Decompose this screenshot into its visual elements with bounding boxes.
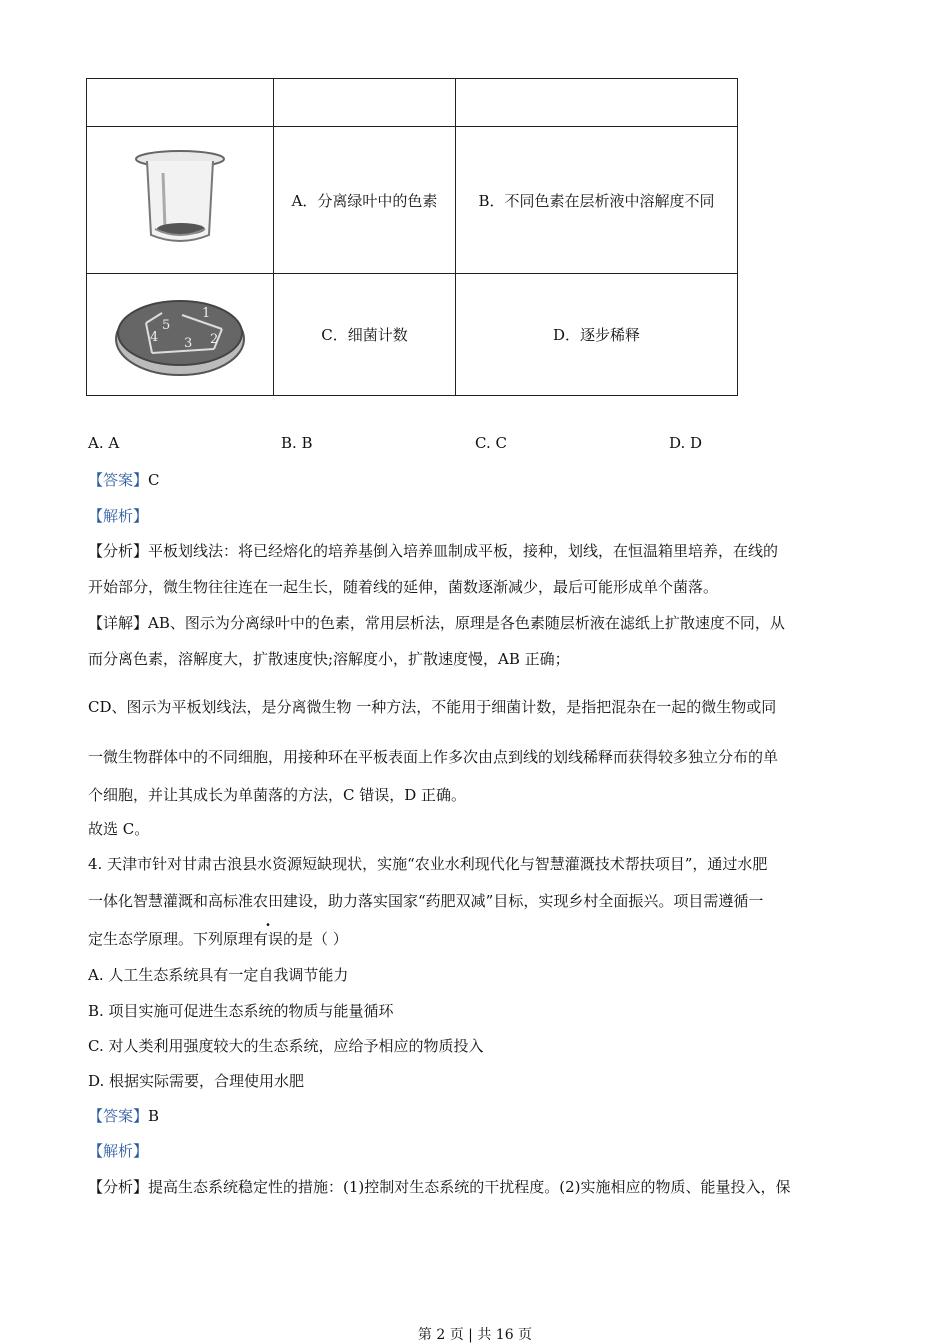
jiexi-tag: 【解析】 <box>88 507 149 525</box>
answer-value: C <box>148 471 160 489</box>
xiangjie-text-3: CD、图示为平板划线法，是分离微生物 一种方法，不能用于细菌计数，是指把混杂在一起的微生物或同 <box>88 698 777 716</box>
dish-number: 2 <box>210 331 219 347</box>
dish-number: 4 <box>150 329 159 345</box>
q4-stem-2: 一体化智慧灌溉和高标准农田建设，助力落实国家“药肥双减”目标，实现乡村全面振兴。项目需遵循一 <box>88 892 764 910</box>
fenxi-line <box>88 540 778 561</box>
dish-number: 3 <box>184 335 193 351</box>
xiangjie-text-2: 而分离色素，溶解度大，扩散速度快;溶解度小，扩散速度慢，AB 正确； <box>88 650 570 668</box>
fenxi-text: 平板划线法：将已经熔化的培养基倒入培养皿制成平板，接种，划线，在恒温箱里培养，在线的 <box>148 542 779 560</box>
answer-tag: 【答案】 <box>88 471 149 489</box>
fenxi-text-2: 开始部分，微生物往往连在一起生长，随着线的延伸，菌数逐渐减少，最后可能形成单个菌落。 <box>88 578 719 596</box>
beaker-illustration <box>125 143 235 253</box>
q4-stem-3c: 的是（ ） <box>283 930 348 948</box>
q4-option-a: A. 人工生态系统具有一定自我调节能力 <box>88 966 349 984</box>
option-d: D. D <box>669 434 703 452</box>
table-cell-option-b: B．不同色素在层析液中溶解度不同 <box>456 127 738 274</box>
fenxi-tag: 【分析】 <box>88 1178 149 1196</box>
xiangjie-text-4: 一微生物群体中的不同细胞，用接种环在平板表面上作多次由点到线的划线稀释而获得较多独立分布的单 <box>88 748 779 766</box>
xiangjie-tag: 【详解】 <box>88 614 149 632</box>
page-footer: 第 2 页 | 共 16 页 <box>417 1327 533 1343</box>
fenxi-tag: 【分析】 <box>88 542 149 560</box>
xiangjie-line <box>88 612 785 633</box>
answer-tag: 【答案】 <box>88 1107 149 1125</box>
experiment-table <box>86 78 738 396</box>
q4-stem-3a: 定生态学原理。下列原理 <box>88 930 254 948</box>
xiangjie-text: AB、图示为分离绿叶中的色素，常用层析法，原理是各色素随层析液在滤纸上扩散速度不同，从 <box>148 614 785 632</box>
option-b: B. B <box>281 434 313 452</box>
q4-stem-3 <box>88 928 348 949</box>
table-cell-empty <box>87 79 274 127</box>
emphasis-text: 有误 <box>253 930 284 948</box>
option-a: A. A <box>88 434 120 452</box>
table-cell-option-d: D．逐步稀释 <box>456 274 738 396</box>
table-cell-option-a: A．分离绿叶中的色素 <box>274 127 456 274</box>
table-cell-empty <box>456 79 738 127</box>
table-cell-option-c: C．细菌计数 <box>274 274 456 396</box>
conclusion: 故选 C。 <box>88 820 150 838</box>
beaker-illustration-cell <box>87 127 274 274</box>
q4-option-d: D. 根据实际需要，合理使用水肥 <box>88 1072 305 1090</box>
fenxi-text: 提高生态系统稳定性的措施：(1)控制对生态系统的干扰程度。(2)实施相应的物质、能量投入，保 <box>148 1178 791 1196</box>
dish-number: 5 <box>162 317 171 333</box>
q4-stem-1: 4. 天津市针对甘肃古浪县水资源短缺现状，实施“农业水利现代化与智慧灌溉技术帮扶项目”，通过水肥 <box>88 855 768 873</box>
q4-jiexi-tag: 【解析】 <box>88 1142 149 1160</box>
answer-line <box>88 469 160 490</box>
option-c: C. C <box>475 434 507 452</box>
q4-answer-line <box>88 1105 159 1126</box>
q4-fenxi-line <box>88 1176 791 1197</box>
q4-option-b: B. 项目实施可促进生态系统的物质与能量循环 <box>88 1002 394 1020</box>
dish-number: 1 <box>202 305 211 321</box>
xiangjie-text-5: 个细胞，并让其成长为单菌落的方法，C 错误，D 正确。 <box>88 786 467 804</box>
table-cell-empty <box>274 79 456 127</box>
petri-dish-illustration <box>110 283 250 383</box>
petri-dish-illustration-cell <box>87 274 274 396</box>
answer-value: B <box>148 1107 160 1125</box>
q4-option-c: C. 对人类利用强度较大的生态系统，应给予相应的物质投入 <box>88 1037 484 1055</box>
